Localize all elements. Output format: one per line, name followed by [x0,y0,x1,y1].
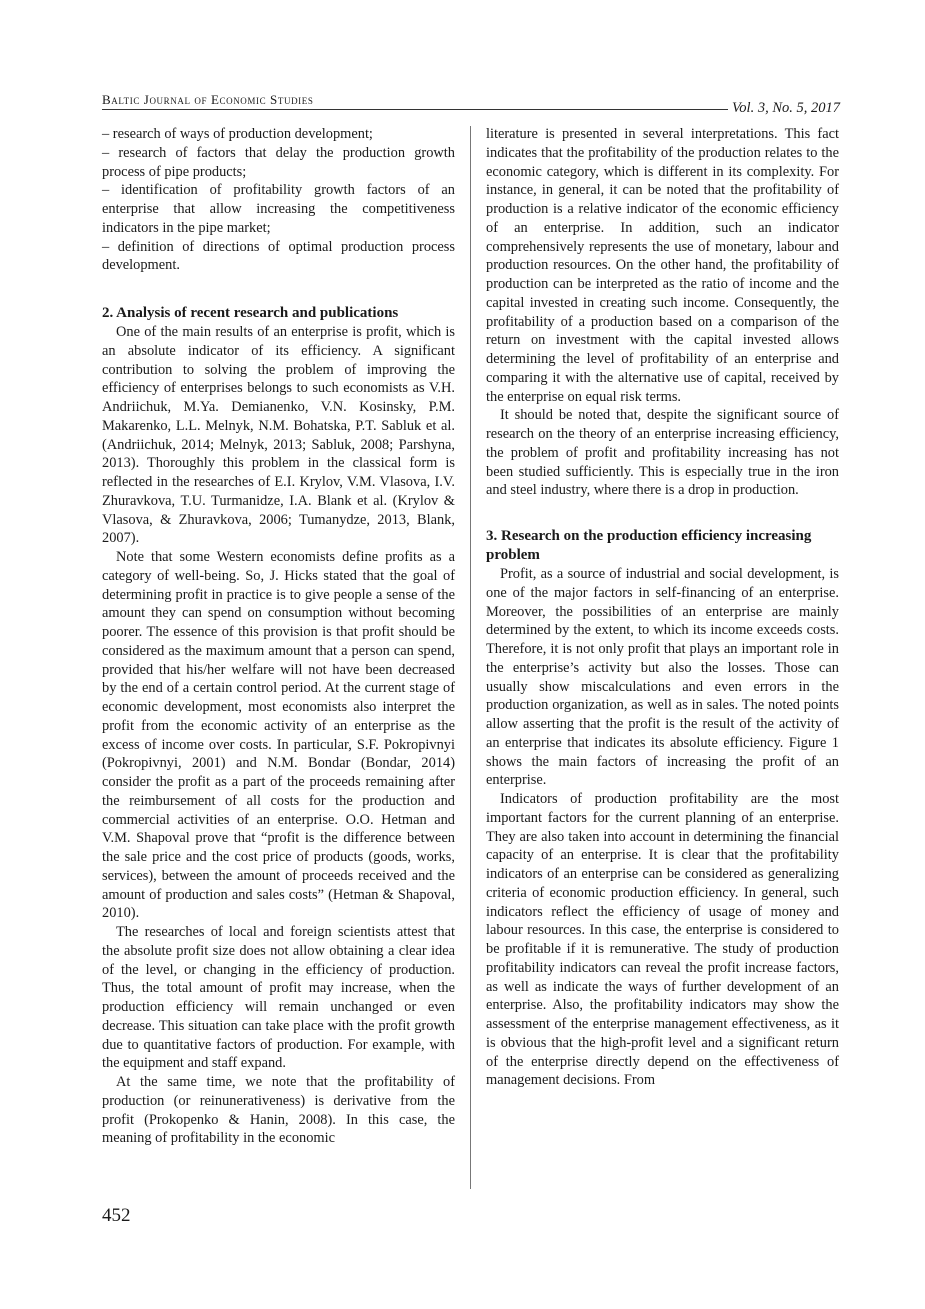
journal-title: Baltic Journal of Economic Studies [102,92,314,107]
column-divider [470,126,471,1189]
list-item: – research of factors that delay the production growth process of pipe products; [102,144,455,180]
paragraph: It should be noted that, despite the significant source of research on the theory of an enterprise increasing efficiency, the problem of profit and profitability increasing has not been studied sufficiently. This is especially true in the iron and steel industry, where there is a drop in production. [486,407,839,499]
section-heading: 2. Analysis of recent research and publications [102,305,399,321]
paragraph: At the same time, we note that the profitability of production (or reinunerativeness) is derivative from the profit (Prokopenko & Hanin, 2008). In this case, the meaning of profitability in the economic [102,1074,455,1147]
volume-info: Vol. 3, No. 5, 2017 [728,100,840,117]
paragraph: The researches of local and foreign scientists attest that the absolute profit size does not allow obtaining a clear idea of the level, or changing in the efficiency of production. Thus, the total amount of profit may increase, when the production efficiency will remain unchanged or even decrease. This situation can take place with the profit growth due to quantitative factors of production. For example, with the equipment and staff expand. [102,924,455,1072]
right-column [486,125,839,1090]
paragraph: literature is presented in several interpretations. This fact indicates that the profitability of the production relates to the economic category, which is different in its complexity. For instance, in general, it can be noted that the profitability of production is a relative indicator of the economic efficiency of an enterprise. In addition, such an indicator comprehensively represents the use of monetary, labour and production resources. On the other hand, the profitability of production can be interpreted as the ratio of income and the capital invested in creating such income. Consequently, the profitability of a production based on a comparison of the return on investment with the capital invested allows determining the level of profitability of an enterprise and comparing it with the alternative use of capital, received by the enterprise on equal risk terms. [486,126,839,405]
list-item: – identification of profitability growth factors of an enterprise that allow increasing the competitiveness indicators in the pipe market; [102,182,455,236]
paragraph: Profit, as a source of industrial and social development, is one of the major factors in self-financing of an enterprise. Moreover, the possibilities of an enterprise are mainly determined by the extent, to which its income exceeds costs. Therefore, it is not only profit that plays an important role in the enterprise’s activity but also the losses. Those can usually show miscalculations and even errors in the production organization, as well as in sales. The noted points allow asserting that the profit is the result of the activity of an enterprise that indicates its absolute efficiency. Figure 1 shows the main factors of increasing the profit of an enterprise. [486,566,839,789]
paragraph: One of the main results of an enterprise is profit, which is an absolute indicator of its efficiency. A significant contribution to solving the problem of improving the efficiency of enterprises belongs to such economists as V.H. Andriichuk, M.Ya. Demianenko, V.N. Kosinsky, P.M. Makarenko, L.L. Melnyk, N.M. Bohatska, P.T. Sabluk et al. (Andriichuk, 2014; Melnyk, 2013; Sabluk, 2008; Parshyna, 2013). Thoroughly this problem in the classical form is reflected in the researches of E.I. Krylov, V.M. Vlasova, I.V. Zhuravkova, T.U. Turmanidze, I.A. Blank et al. (Krylov & Vlasova, & Zhuravkova, 2006; Tumanydze, 2013, Blank, 2007). [102,324,455,547]
left-column [102,125,455,1148]
list-item: – research of ways of production development; [102,126,373,142]
paragraph: Indicators of production profitability are the most important factors for the current planning of an enterprise. They are also taken into account in determining the financial capacity of an enterprise. It is clear that the profitability indicators of an enterprise can be considered as generalizing criteria of economic production efficiency. In general, such indicators reflect the efficiency of usage of money and labour resources. In this case, the enterprise is considered to be profitable if it is remunerative. The study of production profitability indicators can reveal the profit increase factors, as well as indicate the ways of further development of an enterprise. Also, the profitability indicators may show the assessment of the enterprise management effectiveness, as it is obvious that the high-profit level and a significant return of the enterprise directly depend on the effectiveness of management decisions. From [486,791,839,1089]
section-heading: 3. Research on the production efficiency increasing problem [486,528,812,563]
page-number: 452 [102,1205,131,1226]
list-item: – definition of directions of optimal production process development. [102,238,455,274]
running-header [102,92,840,118]
paragraph: Note that some Western economists define profits as a category of well-being. So, J. Hicks stated that the goal of determining profit in practice is to give people a sense of the amount they can spend on consumption without becoming poorer. The essence of this provision is that profit should be considered as the maximum amount that a person can spend, provided that his/her welfare will not have been decreased by the end of a certain control period. At the current stage of economic development, most economists also interpret the profit from the economic activity of an enterprise as the excess of income over costs. In particular, S.F. Pokropivnyi (Pokropivnyi, 2001) and N.M. Bondar (Bondar, 2014) consider the profit as a part of the proceeds remaining after the reimbursement of all costs for the production and commercial activities of an enterprise. O.O. Hetman and V.M. Shapoval prove that “profit is the difference between the sale price and the cost price of products (goods, works, services), between the amount of proceeds received and the amount of production and sales costs” (Hetman & Shapoval, 2010). [102,549,455,922]
